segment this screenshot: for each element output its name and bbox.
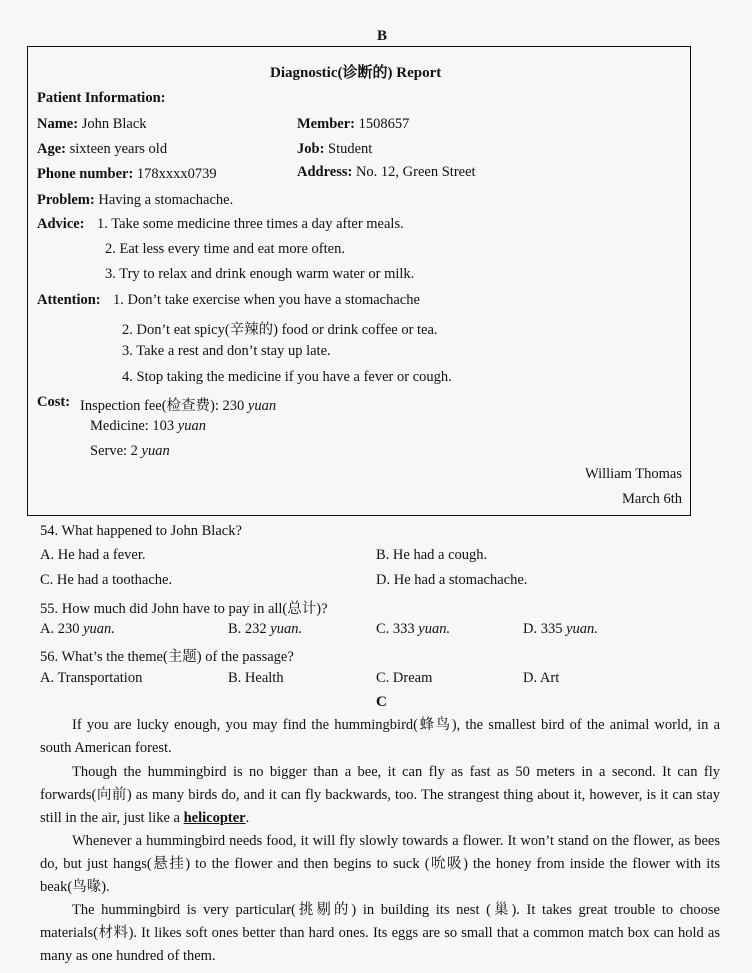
address-row <box>297 164 476 181</box>
passage-paragraph-2: Though the hummingbird is no bigger than a bee, it can fly as fast as 50 meters in a second. It can fly forwards(向前) as many birds do, and it can fly backwards, too. The strangest thing about it, however, is it can stay still in the air, just like a helicopter. <box>40 764 720 826</box>
question-56-stem: 56. What’s the theme(主题) of the passage? <box>40 649 294 665</box>
question-55-option-b[interactable]: B. 232 yuan. <box>228 621 303 637</box>
problem-row <box>37 192 233 209</box>
job-row <box>297 141 372 158</box>
age-value: sixteen years old <box>66 141 168 157</box>
name-value: John Black <box>78 116 147 132</box>
question-54-option-a[interactable]: A. He had a fever. <box>40 547 146 563</box>
question-56-option-c[interactable]: C. Dream <box>376 670 433 686</box>
problem-value: Having a stomachache. <box>94 192 234 208</box>
attention-item: 2. Don’t eat spicy(辛辣的) food or drink coffee or tea. <box>122 322 438 338</box>
attention-item: 3. Take a rest and don’t stay up late. <box>122 343 331 359</box>
question-54-stem: 54. What happened to John Black? <box>40 523 242 539</box>
cost-item-medicine: Medicine: 103 yuan <box>90 418 206 434</box>
member-row <box>297 116 409 133</box>
report-title: Diagnostic(诊断的) Report <box>270 65 442 81</box>
passage-paragraph-3: Whenever a hummingbird needs food, it will fly slowly towards a flower. It won’t stand on the flower, as bees do, but just hangs(悬挂) to the flower and then begins to suck (吮吸) the honey from inside the flower with its beak(鸟喙). <box>40 833 720 895</box>
section-b-heading: B <box>377 28 388 44</box>
job-value: Student <box>324 141 373 157</box>
member-label: Member: <box>297 116 355 132</box>
attention-item: 1. Don’t take exercise when you have a stomachache <box>113 292 420 308</box>
attention-label: Attention: <box>37 292 101 308</box>
question-55-option-a[interactable]: A. 230 yuan. <box>40 621 115 637</box>
question-56-option-a[interactable]: A. Transportation <box>40 670 143 686</box>
question-55-option-c[interactable]: C. 333 yuan. <box>376 621 451 637</box>
member-value: 1508657 <box>354 116 410 132</box>
address-value: No. 12, Green Street <box>352 164 476 180</box>
advice-item: 1. Take some medicine three times a day after meals. <box>97 216 404 232</box>
keyword-helicopter: helicopter <box>183 810 246 826</box>
phone-row <box>37 166 217 183</box>
signature: William Thomas <box>584 466 682 482</box>
question-54-option-c[interactable]: C. He had a toothache. <box>40 572 173 588</box>
age-label: Age: <box>37 141 66 157</box>
problem-label: Problem: <box>37 192 95 208</box>
advice-label: Advice: <box>37 216 85 232</box>
passage-paragraph-4: The hummingbird is very particular(挑剔的) in building its nest (巢). It takes great trouble to choose materials(材料). It likes soft ones better than hard ones. Its eggs are so small that a common match box can hold as many as one hundred of them. <box>40 902 720 964</box>
attention-item: 4. Stop taking the medicine if you have a fever or cough. <box>122 369 452 385</box>
question-56-option-b[interactable]: B. Health <box>228 670 284 686</box>
phone-value: 178xxxx0739 <box>133 166 217 182</box>
job-label: Job: <box>297 141 325 157</box>
question-55-stem: 55. How much did John have to pay in all(总计)? <box>40 601 328 617</box>
advice-item: 3. Try to relax and drink enough warm water or milk. <box>105 266 415 282</box>
patient-info-heading: Patient Information: <box>37 90 166 106</box>
phone-label: Phone number: <box>37 166 134 182</box>
question-54-option-d[interactable]: D. He had a stomachache. <box>376 572 528 588</box>
question-56-option-d[interactable]: D. Art <box>523 670 560 686</box>
cost-label: Cost: <box>37 394 71 410</box>
name-row <box>37 116 147 133</box>
section-c-heading: C <box>376 694 387 710</box>
passage-paragraph-1: If you are lucky enough, you may find the hummingbird(蜂鸟), the smallest bird of the animal world, in a south American forest. <box>40 717 720 756</box>
name-label: Name: <box>37 116 79 132</box>
question-55-option-d[interactable]: D. 335 yuan. <box>523 621 598 637</box>
cost-item-serve: Serve: 2 yuan <box>90 443 170 459</box>
advice-item: 2. Eat less every time and eat more often. <box>105 241 345 257</box>
age-row <box>37 141 167 158</box>
cost-item-inspection: Inspection fee(检查费): 230 yuan <box>80 398 277 414</box>
question-54-option-b[interactable]: B. He had a cough. <box>376 547 488 563</box>
address-label: Address: <box>297 164 353 180</box>
report-date: March 6th <box>622 491 682 507</box>
